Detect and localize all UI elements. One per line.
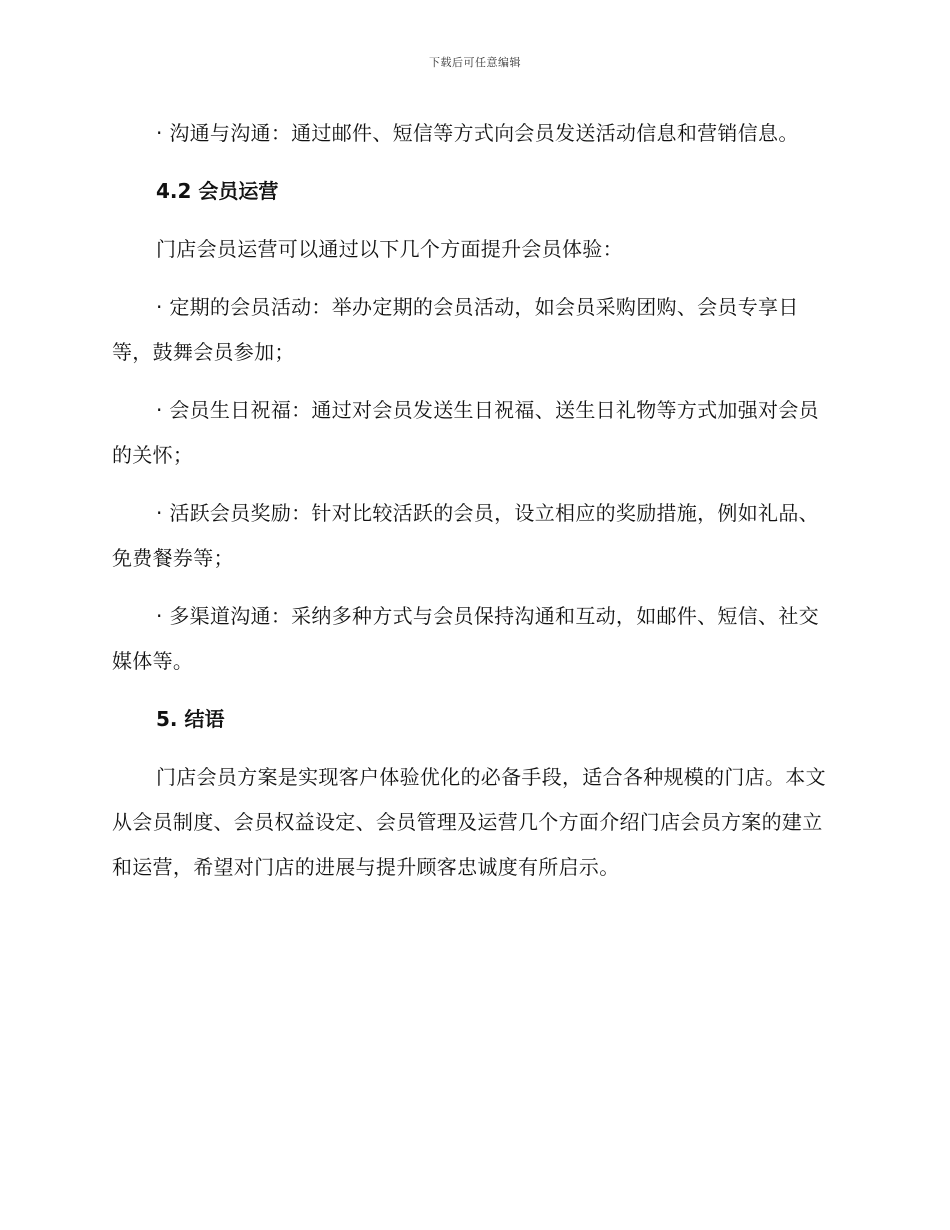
paragraph-operation-intro: 门店会员运营可以通过以下几个方面提升会员体验： bbox=[156, 237, 623, 261]
document-body bbox=[112, 111, 830, 903]
paragraph-active-rewards: · 活跃会员奖励：针对比较活跃的会员，设立相应的奖励措施，例如礼品、免费餐券等； bbox=[112, 501, 819, 570]
paragraph-birthday-wishes: · 会员生日祝福：通过对会员发送生日祝福、送生日礼物等方式加强对会员的关怀； bbox=[112, 398, 819, 467]
paragraph-multichannel: · 多渠道沟通：采纳多种方式与会员保持沟通和互动，如邮件、短信、社交媒体等。 bbox=[112, 604, 819, 673]
section-heading-conclusion: 5. 结语 bbox=[156, 707, 225, 731]
paragraph-regular-activities: · 定期的会员活动：举办定期的会员活动，如会员采购团购、会员专享日等，鼓舞会员参加； bbox=[112, 295, 799, 364]
paragraph-communication: · 沟通与沟通：通过邮件、短信等方式向会员发送活动信息和营销信息。 bbox=[156, 121, 799, 145]
section-heading-member-operation: 4.2 会员运营 bbox=[156, 179, 279, 203]
page-header: 下载后可任意编辑 bbox=[429, 56, 521, 69]
paragraph-conclusion: 门店会员方案是实现客户体验优化的必备手段，适合各种规模的门店。本文从会员制度、会员权益设定、会员管理及运营几个方面介绍门店会员方案的建立和运营，希望对门店的进展与提升顾客忠诚度有所启示。 bbox=[112, 765, 826, 879]
